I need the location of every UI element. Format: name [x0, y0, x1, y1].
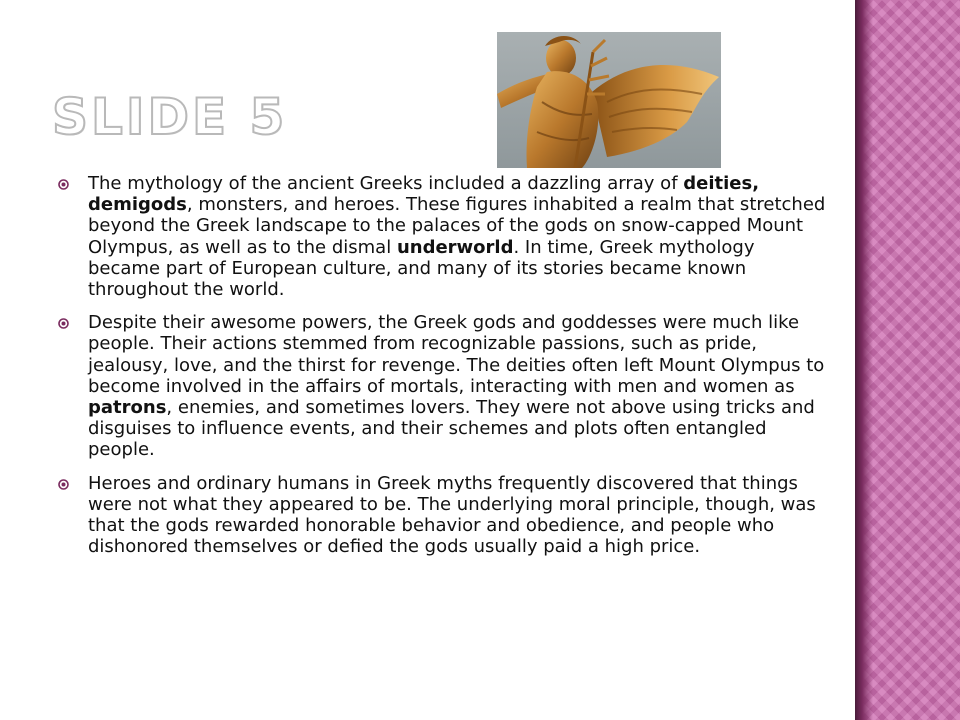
slide-title: SLIDE 5 [52, 88, 288, 146]
bold-term: deities, demigods [88, 173, 760, 216]
bullet-item [58, 312, 828, 460]
bullet-text: Despite their awesome powers, the Greek gods and goddesses were much like people. Their actions stemmed from recognizable passions, such as pride, jealousy, love, and the thirst for revenge. The deities often left Mount Olympus to become involved in the affairs of mortals, interacting with men and women as [88, 312, 825, 397]
bullet-list [58, 173, 828, 569]
bullet-item [58, 173, 828, 300]
bullet-text: The mythology of the ancient Greeks included a dazzling array of [88, 173, 684, 194]
circled-dot-icon [58, 318, 69, 329]
bullet-text: . In time, Greek mythology became part of European culture, and many of its stories became known throughout the world. [88, 236, 755, 301]
circled-dot-icon [58, 179, 69, 190]
bold-term: underworld [396, 236, 514, 258]
circled-dot-icon [58, 479, 69, 490]
bullet-text: , monsters, and heroes. These figures inhabited a realm that stretched beyond the Greek landscape to the palaces of the gods on snow-capped Mount Olympus, as well as to the dismal [88, 194, 826, 258]
winged-statue-photo [497, 32, 721, 168]
bullet-item [58, 473, 828, 558]
bold-term: patrons [88, 397, 167, 419]
winged-statue-image [497, 32, 721, 168]
bullet-text: , enemies, and sometimes lovers. They were not above using tricks and disguises to influence events, and their schemes and plots often entangled people. [88, 397, 815, 461]
decorative-side-band [855, 0, 960, 720]
bullet-text: Heroes and ordinary humans in Greek myths frequently discovered that things were not what they appeared to be. The underlying moral principle, though, was that the gods rewarded honorable behavior and obedience, and people who dishonored themselves or defied the gods usually paid a high price. [88, 472, 816, 558]
